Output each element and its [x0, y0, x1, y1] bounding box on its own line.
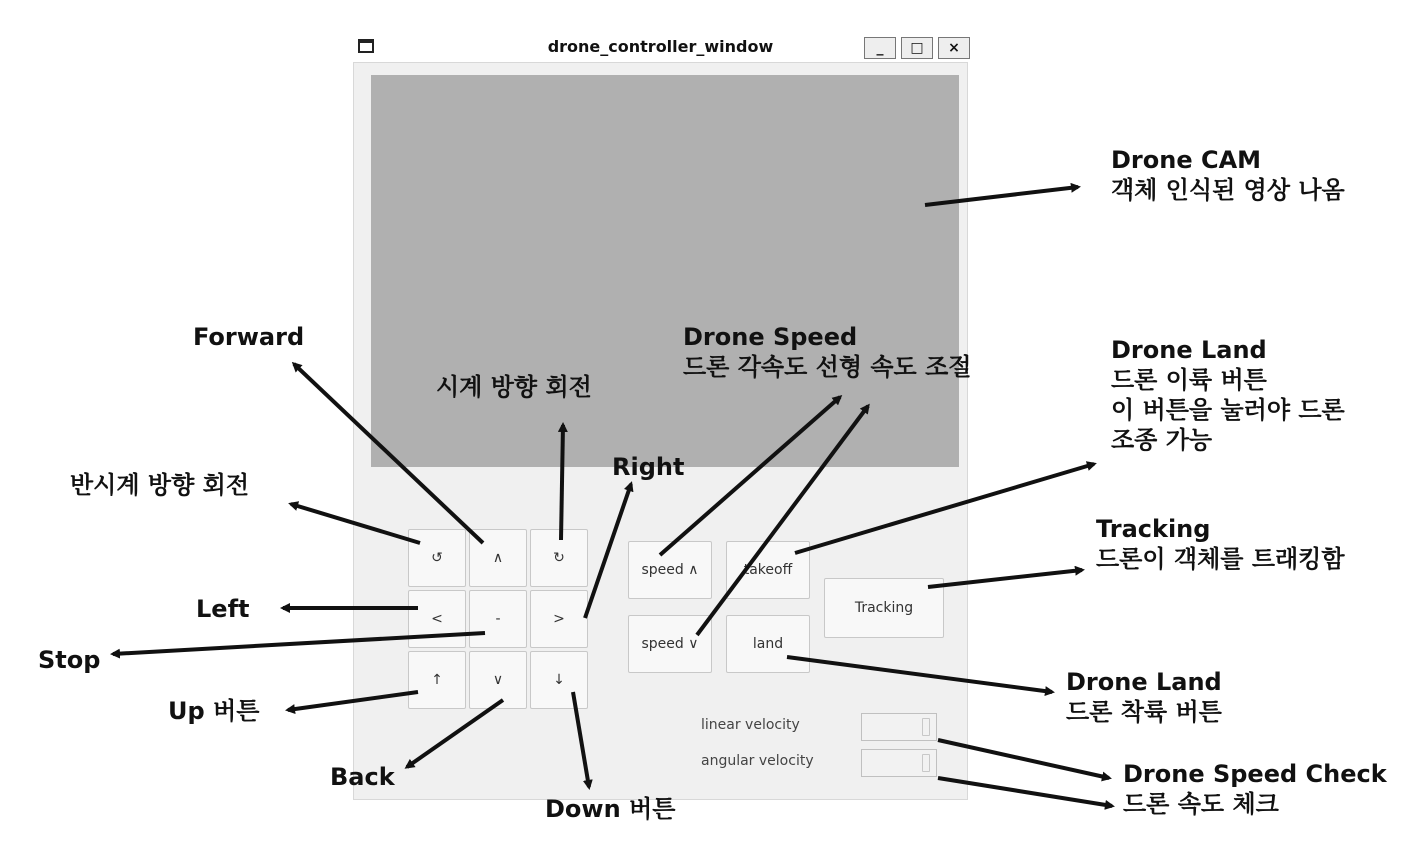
annotation-right: Right — [612, 453, 685, 481]
arrow-tracking — [928, 570, 1082, 587]
annotation-tracking: Tracking 드론이 객체를 트래킹함 — [1096, 515, 1345, 573]
arrow-speed-check-angular — [938, 778, 1112, 806]
speed-down-button[interactable]: speed ∨ — [628, 615, 712, 673]
annotation-drone-speed: Drone Speed 드론 각속도 선형 속도 조절 — [683, 323, 972, 381]
stop-button[interactable]: - — [469, 590, 527, 648]
back-button[interactable]: ∨ — [469, 651, 527, 709]
takeoff-button[interactable]: takeoff — [726, 541, 810, 599]
arrow-rotate-ccw — [291, 504, 420, 543]
down-button[interactable]: ↓ — [530, 651, 588, 709]
rotate-cw-button[interactable]: ↻ — [530, 529, 588, 587]
rotate-ccw-button[interactable]: ↺ — [408, 529, 466, 587]
annotation-rotate-cw: 시계 방향 회전 — [436, 373, 592, 401]
tracking-button[interactable]: Tracking — [824, 578, 944, 638]
angular-velocity-label: angular velocity — [701, 753, 814, 769]
arrow-rotate-cw — [561, 425, 563, 540]
left-button[interactable]: < — [408, 590, 466, 648]
arrow-speed-check-linear — [938, 740, 1109, 778]
annotation-drone-land: Drone Land 드론 착륙 버튼 — [1066, 668, 1222, 726]
annotation-down: Down 버튼 — [545, 795, 676, 823]
forward-button[interactable]: ∧ — [469, 529, 527, 587]
right-button[interactable]: > — [530, 590, 588, 648]
arrow-takeoff — [795, 464, 1094, 553]
up-button[interactable]: ↑ — [408, 651, 466, 709]
arrow-speed-up — [660, 397, 840, 555]
annotation-stop: Stop — [38, 646, 101, 674]
linear-velocity-label: linear velocity — [701, 717, 800, 733]
arrow-speed-down — [697, 406, 868, 635]
annotation-forward: Forward — [193, 323, 305, 351]
minimize-button[interactable]: _ — [864, 37, 896, 59]
speed-up-button[interactable]: speed ∧ — [628, 541, 712, 599]
arrow-land — [787, 657, 1052, 692]
annotation-rotate-ccw: 반시계 방향 회전 — [70, 471, 249, 499]
close-button[interactable]: × — [938, 37, 970, 59]
window-title: drone_controller_window — [547, 37, 774, 56]
arrow-up — [288, 692, 418, 710]
annotation-drone-cam: Drone CAM 객체 인식된 영상 나옴 — [1111, 146, 1345, 204]
land-button[interactable]: land — [726, 615, 810, 673]
arrow-down — [573, 692, 589, 787]
arrow-drone-cam — [925, 187, 1078, 205]
maximize-button[interactable]: □ — [901, 37, 933, 59]
annotation-back: Back — [330, 763, 395, 791]
arrow-right — [585, 484, 631, 618]
annotation-up: Up 버튼 — [168, 697, 260, 725]
annotation-speed-check: Drone Speed Check 드론 속도 체크 — [1123, 760, 1387, 818]
arrow-stop — [113, 633, 485, 654]
annotation-left: Left — [196, 595, 250, 623]
arrow-back — [407, 700, 503, 767]
annotation-drone-takeoff: Drone Land 드론 이륙 버튼 이 버튼을 눌러야 드론 조종 가능 — [1111, 336, 1345, 454]
